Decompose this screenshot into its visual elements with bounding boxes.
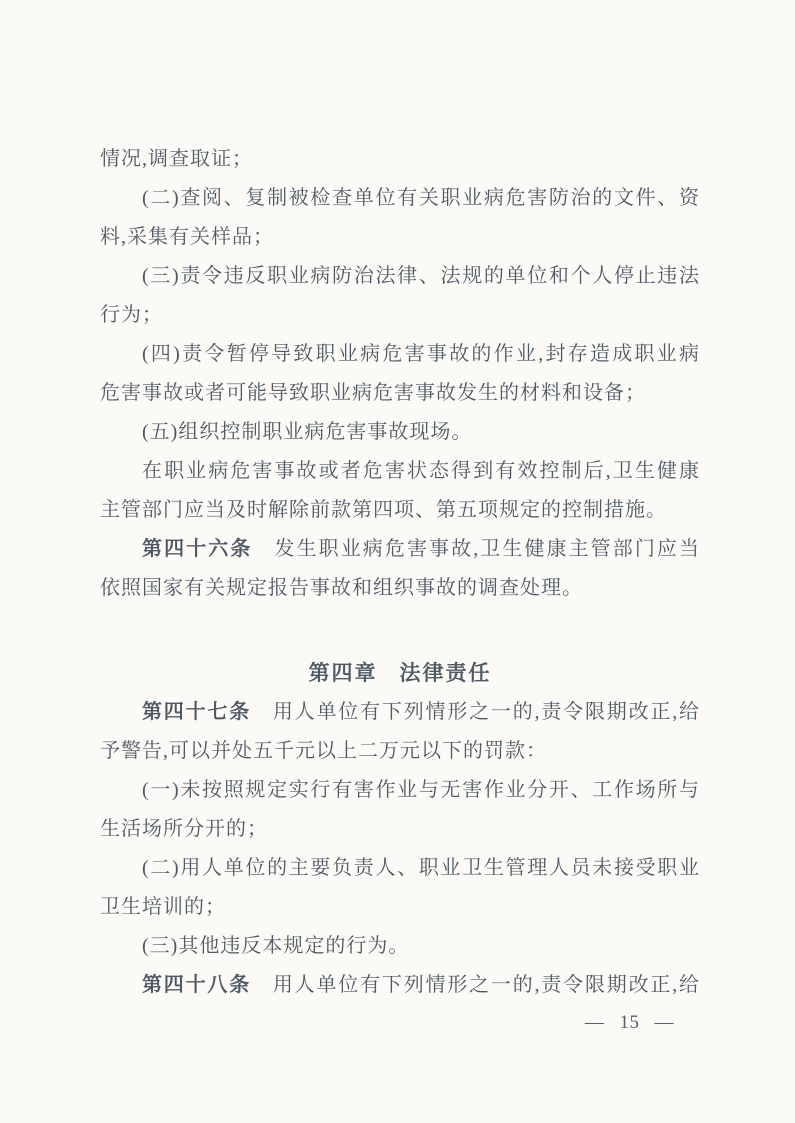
line-text: 予警告,可以并处五千元以上二万元以下的罚款： [100, 740, 547, 762]
text-line [100, 218, 700, 257]
text-line [100, 140, 700, 179]
line-text: 依照国家有关规定报告事故和组织事故的调查处理。 [100, 577, 583, 599]
line-text: 发生职业病危害事故,卫生健康主管部门应当 [252, 538, 700, 560]
page-number [585, 1008, 674, 1038]
line-text: 行为； [100, 304, 163, 326]
text-line [100, 771, 700, 810]
chapter-title: 法律责任 [399, 661, 492, 685]
text-line [100, 374, 700, 413]
text-line [100, 413, 700, 452]
line-text: (二)用人单位的主要负责人、职业卫生管理人员未接受职业 [142, 857, 700, 879]
footer-dash-right: — [654, 1012, 674, 1033]
line-text: (三)其他违反本规定的行为。 [142, 935, 410, 957]
body-text-lower [100, 693, 700, 1005]
article-number: 第四十八条 [142, 974, 252, 996]
text-line [100, 849, 700, 888]
text-line [100, 966, 700, 1005]
footer-page-number: 15 [619, 1012, 640, 1033]
line-text: 危害事故或者可能导致职业病危害事故发生的材料和设备； [100, 382, 646, 404]
text-line [100, 693, 700, 732]
text-line [100, 810, 700, 849]
line-text: (四)责令暂停导致职业病危害事故的作业,封存造成职业病 [142, 343, 700, 365]
line-text: (五)组织控制职业病危害事故现场。 [142, 421, 473, 443]
line-text: 在职业病危害事故或者危害状态得到有效控制后,卫生健康 [142, 460, 700, 482]
text-line [100, 732, 700, 771]
text-line [100, 491, 700, 530]
text-line [100, 530, 700, 569]
line-text: 主管部门应当及时解除前款第四项、第五项规定的控制措施。 [100, 499, 667, 521]
line-text: (三)责令违反职业病防治法律、法规的单位和个人停止违法 [142, 265, 700, 287]
body-text [100, 140, 700, 1005]
line-text: 生活场所分开的； [100, 818, 268, 840]
line-text: 卫生培训的； [100, 896, 226, 918]
text-line [100, 569, 700, 608]
chapter-heading [100, 654, 700, 693]
text-line [100, 257, 700, 296]
line-text: (一)未按照规定实行有害作业与无害作业分开、工作场所与 [142, 779, 700, 801]
text-line [100, 452, 700, 491]
line-text: 用人单位有下列情形之一的,责令限期改正,给 [251, 701, 700, 723]
article-number: 第四十六条 [142, 538, 253, 560]
body-text-upper [100, 140, 700, 608]
footer-dash-left: — [585, 1012, 605, 1033]
text-line [100, 888, 700, 927]
line-text: 用人单位有下列情形之一的,责令限期改正,给 [251, 974, 700, 996]
line-text: 情况,调查取证； [100, 148, 253, 170]
text-line [100, 335, 700, 374]
chapter-number: 第四章 [308, 661, 378, 685]
line-text: (二)查阅、复制被检查单位有关职业病危害防治的文件、资 [142, 187, 700, 209]
text-line [100, 927, 700, 966]
text-line [100, 179, 700, 218]
line-text: 料,采集有关样品； [100, 226, 274, 248]
text-line [100, 296, 700, 335]
article-number: 第四十七条 [142, 701, 252, 723]
